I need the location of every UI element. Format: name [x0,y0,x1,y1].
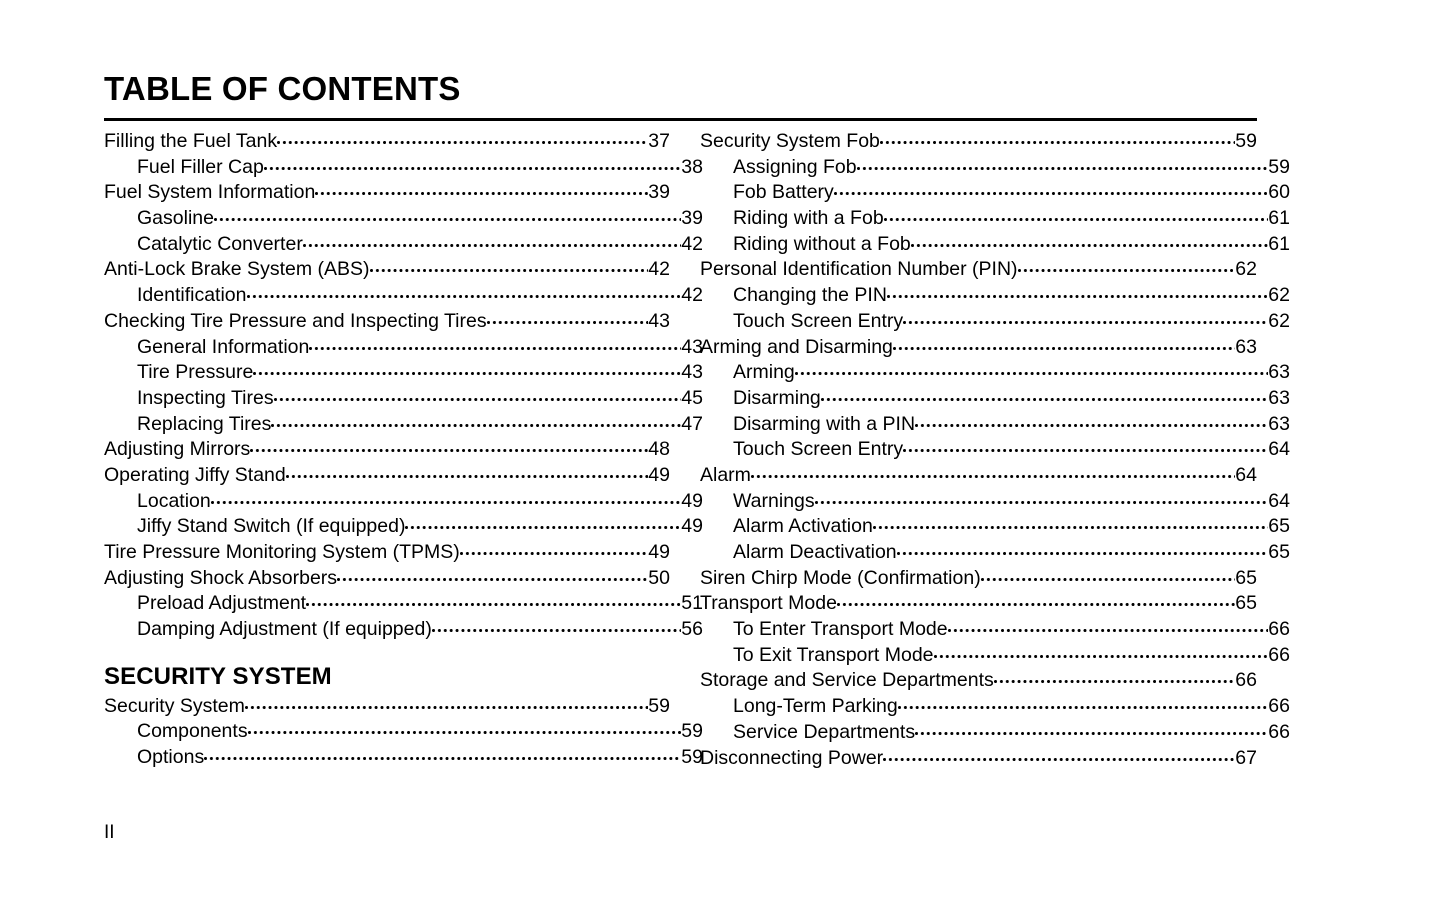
toc-entry-page-number: 63 [1268,386,1290,409]
toc-entry-page-number: 66 [1268,720,1290,743]
toc-entry[interactable] [700,462,1257,488]
toc-dot-leader [253,359,681,378]
toc-entry-label: Siren Chirp Mode (Confirmation) [700,566,981,589]
toc-entry[interactable] [104,513,703,539]
toc-entry-label: Touch Screen Entry [733,309,904,332]
toc-dot-leader [337,565,648,584]
toc-dot-leader [460,539,649,558]
toc-entry-page-number: 59 [648,694,670,717]
toc-dot-leader [873,513,1268,532]
toc-dot-leader [250,436,648,455]
toc-entry-label: Options [137,746,205,769]
toc-dot-leader [204,744,681,763]
toc-dot-leader [795,359,1269,378]
toc-dot-leader [903,308,1268,327]
toc-section-heading: SECURITY SYSTEM [104,663,332,691]
toc-entry-label: Components [137,720,248,743]
toc-dot-leader [751,462,1235,481]
toc-entry[interactable] [104,462,670,488]
toc-entry[interactable] [700,334,1257,360]
toc-entry-label: Damping Adjustment (If equipped) [137,618,432,641]
toc-entry-label: Preload Adjustment [137,592,307,615]
toc-entry[interactable] [104,411,703,437]
toc-entry-page-number: 65 [1268,515,1290,538]
toc-entry[interactable] [104,334,703,360]
toc-dot-leader [887,282,1268,301]
toc-dot-leader [834,179,1269,198]
toc-entry[interactable] [104,179,670,205]
toc-dot-leader [893,334,1235,353]
toc-entry[interactable] [104,539,670,565]
toc-entry-label: Fob Battery [733,181,834,204]
toc-entry-page-number: 64 [1268,489,1290,512]
toc-entry[interactable] [104,282,703,308]
toc-entry-label: Fuel System Information [104,181,316,204]
toc-entry[interactable] [700,205,1290,231]
toc-dot-leader [274,385,682,404]
toc-entry-label: Fuel Filler Cap [137,155,264,178]
toc-entry-label: Operating Jiffy Stand [104,463,286,486]
toc-entry-page-number: 37 [648,130,670,152]
toc-dot-leader [214,205,681,224]
toc-entry-label: Catalytic Converter [137,232,303,255]
toc-dot-leader [247,282,682,301]
toc-entry-label: Gasoline [137,207,214,230]
toc-entry[interactable] [104,205,703,231]
toc-entry[interactable] [104,231,703,257]
page-title: TABLE OF CONTENTS [104,70,461,107]
page-folio: II [104,822,115,843]
toc-entry-page-number: 59 [1235,130,1257,152]
toc-entry-label: Disarming with a PIN [733,412,916,435]
toc-entry-page-number: 42 [681,232,703,255]
toc-entry[interactable] [700,719,1290,745]
toc-entry-page-number: 66 [1268,618,1290,641]
toc-entry-label: Checking Tire Pressure and Inspecting Tires [104,309,487,332]
toc-entry-page-number: 64 [1235,463,1257,486]
toc-dot-leader [1018,256,1236,275]
toc-column-right [700,128,1290,770]
toc-dot-leader [306,590,681,609]
toc-dot-leader [994,667,1236,686]
toc-entry-page-number: 56 [681,618,703,641]
toc-entry-page-number: 62 [1235,258,1257,281]
toc-dot-leader [911,231,1269,250]
toc-entry-label: Arming and Disarming [700,335,893,358]
toc-entry[interactable] [104,128,670,154]
toc-entry-page-number: 48 [648,438,670,461]
toc-entry-label: General Information [137,335,310,358]
toc-entry-label: Replacing Tires [137,412,272,435]
toc-dot-leader [405,513,681,532]
toc-entry[interactable] [104,436,670,462]
toc-entry[interactable] [104,565,670,591]
toc-dot-leader [271,411,681,430]
toc-entry[interactable] [104,616,703,642]
toc-entry[interactable] [700,513,1290,539]
toc-entry-label: Changing the PIN [733,284,887,307]
toc-entry-label: Security System [104,694,245,717]
toc-dot-leader [883,745,1235,764]
toc-entry-page-number: 62 [1268,309,1290,332]
toc-dot-leader [245,693,648,712]
toc-entry-label: Riding without a Fob [733,232,911,255]
toc-dot-leader [303,231,681,250]
toc-entry-page-number: 63 [1268,361,1290,384]
toc-dot-leader [884,205,1269,224]
toc-entry-page-number: 43 [648,309,670,332]
toc-dot-leader [857,154,1269,173]
toc-entry-label: Alarm Deactivation [733,541,897,563]
toc-dot-leader [981,565,1236,584]
toc-entry[interactable] [700,179,1290,205]
toc-entry-page-number: 63 [1235,335,1257,358]
toc-entry-page-number: 49 [648,463,670,486]
toc-entry-label: Disconnecting Power [700,746,884,769]
toc-entry[interactable] [700,488,1290,514]
toc-dot-leader [487,308,649,327]
toc-entry-page-number: 62 [1268,284,1290,307]
toc-entry[interactable] [700,154,1290,180]
toc-entry[interactable] [700,642,1290,668]
toc-entry-page-number: 65 [1235,592,1257,615]
toc-entry-page-number: 65 [1235,566,1257,589]
toc-entry-page-number: 39 [648,181,670,204]
toc-entry[interactable] [700,436,1290,462]
toc-entry-page-number: 61 [1268,232,1290,255]
toc-entry-label: Long-Term Parking [733,695,898,718]
toc-entry-page-number: 43 [681,335,703,358]
toc-entry[interactable] [104,256,670,282]
toc-dot-leader [286,462,649,481]
toc-entry[interactable] [700,745,1257,771]
toc-entry-label: Warnings [733,489,815,512]
toc-entry-label: Storage and Service Departments [700,669,994,692]
toc-entry-page-number: 45 [681,386,703,409]
toc-entry[interactable] [104,693,670,719]
toc-column-left [104,128,703,770]
toc-entry[interactable] [700,308,1290,334]
toc-entry-label: Adjusting Mirrors [104,438,251,461]
toc-dot-leader [264,154,682,173]
toc-entry[interactable] [104,488,703,514]
toc-entry-label: Adjusting Shock Absorbers [104,566,338,589]
toc-dot-leader [370,256,649,275]
toc-entry-page-number: 64 [1268,438,1290,461]
toc-dot-leader [315,179,648,198]
toc-entry-label: Tire Pressure Monitoring System (TPMS) [104,541,460,563]
toc-entry-label: Assigning Fob [733,155,857,178]
toc-entry-page-number: 66 [1235,669,1257,692]
toc-dot-leader [815,488,1269,507]
toc-entry[interactable] [700,128,1257,154]
toc-entry-page-number: 49 [681,515,703,538]
toc-entry-page-number: 47 [681,412,703,435]
title-divider [104,118,1257,121]
toc-dot-leader [211,488,682,507]
toc-entry-label: Disarming [733,386,821,409]
toc-entry-page-number: 50 [648,566,670,589]
toc-entry-label: Identification [137,284,247,307]
toc-entry-label: Filling the Fuel Tank [104,130,278,152]
toc-entry-page-number: 39 [681,207,703,230]
toc-entry-label: Tire Pressure [137,361,254,384]
toc-dot-leader [897,539,1269,558]
toc-entry-page-number: 59 [1268,155,1290,178]
toc-entry-label: To Exit Transport Mode [733,643,934,666]
toc-dot-leader [915,411,1268,430]
toc-dot-leader [821,385,1269,404]
toc-entry-page-number: 60 [1268,181,1290,204]
toc-dot-leader [915,719,1268,738]
toc-entry-page-number: 59 [681,720,703,743]
toc-entry[interactable] [700,616,1290,642]
toc-entry[interactable] [104,590,703,616]
toc-entry-page-number: 66 [1268,643,1290,666]
toc-dot-leader [934,642,1269,661]
toc-entry-page-number: 66 [1268,695,1290,718]
toc-entry-page-number: 61 [1268,207,1290,230]
toc-entry-label: Touch Screen Entry [733,438,904,461]
toc-dot-leader [898,693,1269,712]
toc-entry[interactable] [700,590,1257,616]
toc-entry-label: Service Departments [733,720,916,743]
toc-entry-page-number: 63 [1268,412,1290,435]
toc-entry[interactable] [700,539,1290,565]
toc-dot-leader [948,616,1269,635]
toc-entry[interactable] [700,667,1257,693]
toc-entry-label: Anti-Lock Brake System (ABS) [104,258,370,281]
toc-entry[interactable] [104,744,703,770]
toc-entry-label: Security System Fob [700,130,880,152]
toc-entry[interactable] [700,565,1257,591]
toc-entry-label: Jiffy Stand Switch (If equipped) [137,515,406,538]
toc-entry-page-number: 49 [648,541,670,563]
toc-entry-label: To Enter Transport Mode [733,618,948,641]
toc-entry[interactable] [104,154,703,180]
toc-dot-leader [309,334,681,353]
toc-dot-leader [880,128,1235,147]
toc-dot-leader [837,590,1235,609]
toc-entry[interactable] [700,385,1290,411]
toc-dot-leader [277,128,648,147]
toc-entry-label: Transport Mode [700,592,837,615]
toc-entry[interactable] [700,231,1290,257]
toc-entry-label: Arming [733,361,795,384]
toc-entry[interactable] [700,359,1290,385]
toc-entry-page-number: 42 [648,258,670,281]
toc-entry-label: Alarm Activation [733,515,873,538]
toc-entry-page-number: 51 [681,592,703,615]
toc-entry[interactable] [104,359,703,385]
toc-entry[interactable] [700,693,1290,719]
toc-dot-leader [903,436,1268,455]
toc-entry-label: Alarm [700,463,751,486]
toc-entry-page-number: 38 [681,155,703,178]
toc-entry-label: Riding with a Fob [733,207,884,230]
toc-entry-page-number: 65 [1268,541,1290,563]
toc-entry[interactable] [104,718,703,744]
toc-entry[interactable] [104,308,670,334]
toc-entry-label: Personal Identification Number (PIN) [700,258,1018,281]
toc-entry-label: Inspecting Tires [137,386,274,409]
toc-entry-page-number: 59 [681,746,703,769]
toc-entry[interactable] [700,282,1290,308]
toc-dot-leader [248,718,682,737]
toc-entry[interactable] [700,411,1290,437]
toc-entry-page-number: 67 [1235,746,1257,769]
toc-entry-page-number: 42 [681,284,703,307]
toc-entry-page-number: 49 [681,489,703,512]
toc-dot-leader [432,616,681,635]
toc-entry-page-number: 43 [681,361,703,384]
toc-entry[interactable] [700,256,1257,282]
toc-entry-label: Location [137,489,211,512]
toc-entry[interactable] [104,385,703,411]
